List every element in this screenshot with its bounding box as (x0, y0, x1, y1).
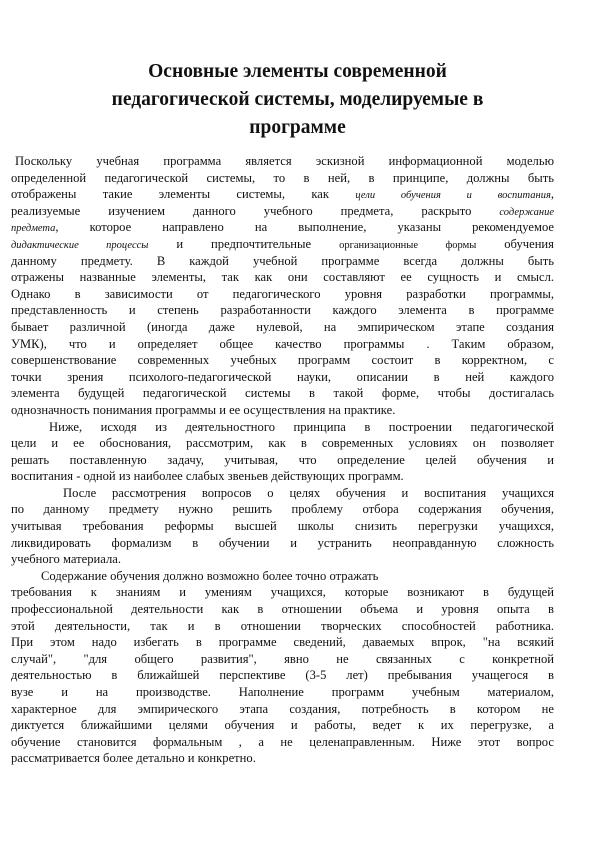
text-line: решать поставленную задачу, учитывая, что определение целей обучения и (11, 452, 554, 467)
text-line (11, 203, 554, 220)
text-line: деятельностью в ближайшей перспективе (3-5 лет) пребывания учащегося в (11, 668, 554, 683)
paragraph-content-requirements (11, 568, 554, 767)
title-line: Основные элементы современной (148, 61, 447, 82)
text-line: ликвидировать формализм в обучении и устранить неоправданную сложность (11, 535, 554, 550)
text-line: профессиональной деятельности как в отношении объема и уровня опыта в (11, 602, 554, 617)
text-line: Содержание обучения должно возможно более точно отражать (41, 568, 379, 583)
text-line: Ниже, исходя из деятельностного принципа в построении педагогической (49, 419, 554, 434)
text-line: характерное для эмпирического этапа создания, потребность в котором не (11, 701, 554, 716)
text-line: учебного материала. (11, 552, 121, 567)
text-line: Поскольку учебная программа является эскизной информационной моделью (15, 154, 554, 168)
text-span: обучения (504, 236, 554, 251)
text-line: вузе и на производстве. Наполнение программ учебным материалом, (11, 685, 554, 699)
text-line: диктуется ближайшими целями обучения и работы, ведет к их перегрузке, а (11, 718, 554, 733)
text-span: организационные формы (339, 239, 477, 251)
text-line: Однако в зависимости от педагогического уровня разработки программы, (11, 286, 554, 301)
text-span: , (550, 187, 554, 202)
text-line: элемента будущей педагогической системы в такой форме, чтобы достигалась (11, 386, 554, 401)
text-line: учитывая требования реформы высшей школы снизить перегрузки учащихся, (11, 519, 554, 534)
emphasis-text: цели обучения и воспитания (355, 190, 551, 202)
text-line (11, 186, 554, 203)
page-title (60, 58, 535, 142)
emphasis-text: предмета (11, 223, 56, 235)
text-line: отражены названные элементы, так как они составляют ее сущность и смысл. (11, 270, 554, 285)
text-line: представленность и степень разработанности каждого элемента в программе (11, 303, 554, 318)
text-span: отображены такие элементы системы, как (11, 187, 329, 202)
emphasis-text: дидактические процессы (11, 239, 149, 251)
text-line: случай", "для общего развития", явно не связанных с конкретной (11, 651, 554, 666)
text-line: данному предмету. В каждой учебной программе всегда должны быть (11, 253, 554, 268)
document-body (11, 153, 554, 767)
text-span: , которое направлено на выполнение, указаны рекомендуемое (55, 220, 554, 235)
paragraph-goals (11, 419, 554, 485)
text-line: по данному предмету нужно решить проблему отбора содержания обучения, (11, 502, 554, 517)
text-line (11, 236, 554, 253)
text-line: точки зрения психолого-педагогической науки, описании в ней каждого (11, 369, 554, 384)
text-line: При этом надо избегать в программе сведений, даваемых впрок, "на всякий (11, 635, 554, 650)
text-span: и предпочтительные (176, 236, 312, 251)
text-line: цели и ее обоснования, рассмотрим, как в современных условиях он позволяет (11, 436, 554, 451)
title-line: педагогической системы, моделируемые в (111, 89, 484, 110)
text-line: бывает различной (иногда даже нулевой, на эмпирическом этапе создания (11, 319, 554, 334)
text-line: определенной педагогической системы, то в ней, в принципе, должны быть (11, 170, 554, 185)
text-line (11, 219, 554, 236)
text-line: обучение становится формальным , а не целенаправленным. Ниже этот вопрос (11, 734, 554, 749)
text-line: воспитания - одной из наиболее слабых звеньев действующих программ. (11, 469, 404, 484)
text-line: рассматривается более детально и конкретно. (11, 751, 256, 766)
emphasis-text: содержание (499, 206, 554, 218)
text-line: После рассмотрения вопросов о целях обучения и воспитания учащихся (63, 485, 554, 500)
title-line: программе (249, 117, 346, 138)
text-span: реализуемые изучением данного учебного предмета, раскрыто (11, 203, 472, 218)
text-line: совершенствование современных учебных программ состоит в корректном, с (11, 353, 554, 368)
text-line: требования к знаниям и умениям учащихся, которые возникают в будущей (11, 585, 554, 600)
paragraph-intro (11, 153, 554, 419)
paragraph-content-selection (11, 485, 554, 568)
text-line: однозначность понимания программы и ее осуществления на практике. (11, 402, 396, 417)
text-line: этой деятельности, так и в отношении творческих способностей работника. (11, 618, 554, 633)
text-line: УМК), что и определяет общее качество программы . Таким образом, (11, 336, 554, 351)
